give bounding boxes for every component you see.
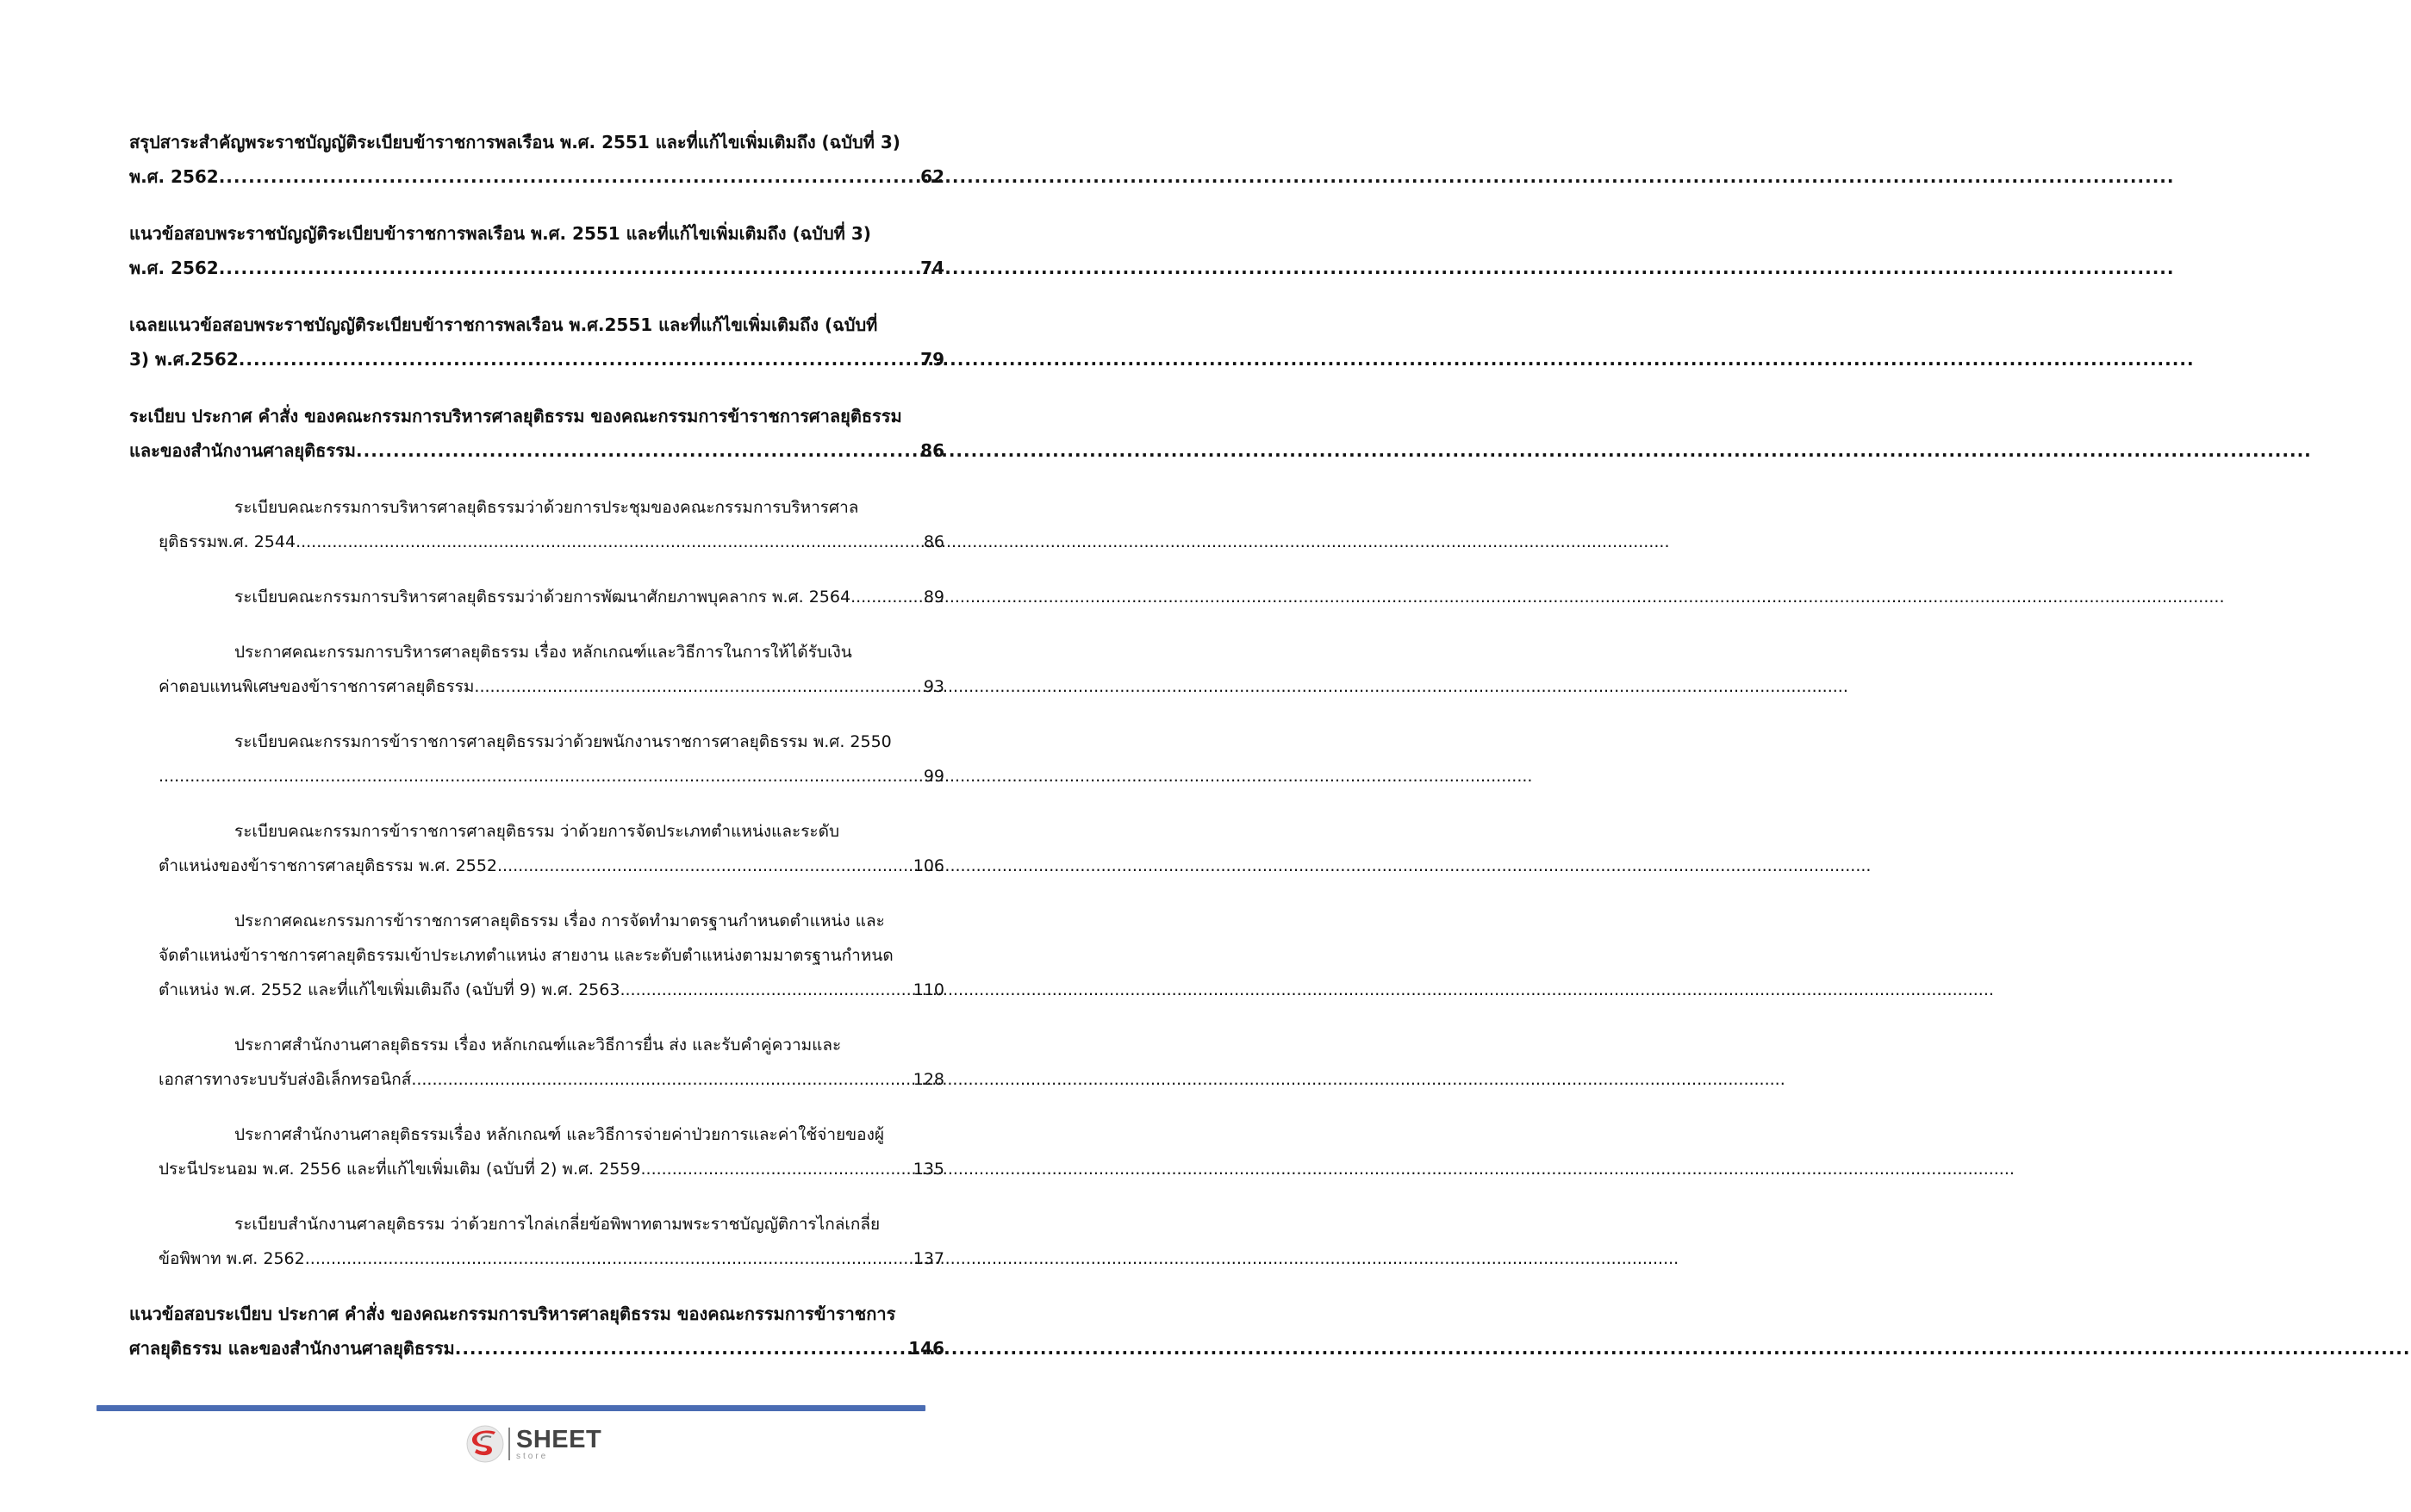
toc-page-number: 86 bbox=[923, 532, 944, 551]
toc-entry-leader-row bbox=[129, 849, 944, 883]
sheet-store-logo bbox=[465, 1423, 612, 1465]
toc-entry[interactable] bbox=[129, 399, 944, 468]
toc-entry-line: ระเบียบคณะกรรมการบริหารศาลยุติธรรมว่าด้วยการประชุมของคณะกรรมการบริหารศาล bbox=[234, 498, 859, 517]
toc-entry-leader-row bbox=[129, 973, 944, 1007]
toc-page-number: 146 bbox=[908, 1338, 944, 1359]
toc-entry-text: เอกสารทางระบบรับส่งอิเล็กทรอนิกส์ bbox=[159, 1070, 412, 1089]
toc-entry[interactable] bbox=[129, 1207, 944, 1276]
toc-entry-text: พ.ศ. 2562 bbox=[129, 166, 219, 187]
toc-entry-leader-row bbox=[129, 1062, 944, 1097]
toc-entry-leader-row bbox=[129, 525, 944, 559]
toc-page-number: 86 bbox=[920, 440, 944, 461]
dot-leader bbox=[219, 159, 919, 194]
dot-leader bbox=[219, 251, 919, 285]
toc-entry-leader-row bbox=[129, 580, 944, 614]
toc-entry[interactable] bbox=[129, 580, 944, 614]
toc-entry-leader-row bbox=[129, 433, 944, 468]
table-of-contents bbox=[129, 125, 944, 1388]
dot-leader bbox=[497, 849, 912, 883]
toc-page-number: 137 bbox=[913, 1249, 944, 1268]
dot-leader bbox=[356, 433, 919, 468]
toc-entry-leader-row bbox=[129, 342, 944, 376]
toc-entry-line: ระเบียบ ประกาศ คำสั่ง ของคณะกรรมการบริหารศาลยุติธรรม ของคณะกรรมการข้าราชการศาลยุติธรรม bbox=[129, 406, 902, 426]
toc-entry-text: 3) พ.ศ.2562 bbox=[129, 349, 239, 370]
toc-entry-leader-row bbox=[129, 1241, 944, 1276]
toc-entry-line: แนวข้อสอบระเบียบ ประกาศ คำสั่ง ของคณะกรรมการบริหารศาลยุติธรรม ของคณะกรรมการข้าราชการ bbox=[129, 1304, 896, 1324]
toc-entry-leader-row bbox=[129, 1152, 944, 1186]
toc-entry[interactable] bbox=[129, 635, 944, 704]
toc-entry-line: จัดตำแหน่งข้าราชการศาลยุติธรรมเข้าประเภทตำแหน่ง สายงาน และระดับตำแหน่งตามมาตรฐานกำหนด bbox=[159, 946, 894, 965]
logo-wordmark: SHEET bbox=[516, 1425, 602, 1453]
toc-entry-line: สรุปสาระสำคัญพระราชบัญญัติระเบียบข้าราชการพลเรือน พ.ศ. 2551 และที่แก้ไขเพิ่มเติมถึง (ฉบับที่ 3) bbox=[129, 132, 900, 152]
toc-page-number: 128 bbox=[913, 1070, 944, 1089]
toc-entry-line: ประกาศสำนักงานศาลยุติธรรม เรื่อง หลักเกณฑ์และวิธีการยื่น ส่ง และรับคำคู่ความและ bbox=[234, 1036, 842, 1055]
toc-entry-text: ตำแหน่งของข้าราชการศาลยุติธรรม พ.ศ. 2552 bbox=[159, 856, 497, 875]
toc-entry[interactable] bbox=[129, 490, 944, 559]
dot-leader bbox=[640, 1152, 911, 1186]
dot-leader bbox=[620, 973, 911, 1007]
toc-entry-line: เฉลยแนวข้อสอบพระราชบัญญัติระเบียบข้าราชการพลเรือน พ.ศ.2551 และที่แก้ไขเพิ่มเติมถึง (ฉบับที่ bbox=[129, 314, 878, 335]
toc-page-number: 79 bbox=[920, 349, 944, 370]
dot-leader bbox=[159, 759, 922, 793]
toc-entry-text: ข้อพิพาท พ.ศ. 2562 bbox=[159, 1249, 305, 1268]
toc-entry-line: แนวข้อสอบพระราชบัญญัติระเบียบข้าราชการพลเรือน พ.ศ. 2551 และที่แก้ไขเพิ่มเติมถึง (ฉบับที่ 3) bbox=[129, 223, 871, 244]
dot-leader bbox=[296, 525, 922, 559]
toc-entry-text: ประนีประนอม พ.ศ. 2556 และที่แก้ไขเพิ่มเติม (ฉบับที่ 2) พ.ศ. 2559 bbox=[159, 1160, 641, 1179]
toc-entry[interactable] bbox=[129, 125, 944, 194]
toc-page-number: 89 bbox=[923, 588, 944, 607]
dot-leader bbox=[305, 1241, 912, 1276]
toc-page-number: 135 bbox=[913, 1160, 944, 1179]
toc-page-number: 110 bbox=[913, 980, 944, 999]
toc-entry-leader-row bbox=[129, 669, 944, 704]
toc-entry-line: ระเบียบคณะกรรมการข้าราชการศาลยุติธรรมว่าด้วยพนักงานราชการศาลยุติธรรม พ.ศ. 2550 bbox=[234, 732, 892, 751]
toc-page-number: 106 bbox=[913, 856, 944, 875]
toc-entry-leader-row bbox=[129, 251, 944, 285]
toc-entry[interactable] bbox=[129, 725, 944, 793]
toc-entry[interactable] bbox=[129, 216, 944, 285]
toc-entry-text: ตำแหน่ง พ.ศ. 2552 และที่แก้ไขเพิ่มเติมถึง (ฉบับที่ 9) พ.ศ. 2563 bbox=[159, 980, 620, 999]
toc-entry-leader-row bbox=[129, 1331, 944, 1366]
toc-entry-text: ยุติธรรมพ.ศ. 2544 bbox=[159, 532, 296, 551]
footer-rule bbox=[97, 1405, 925, 1411]
toc-entry[interactable] bbox=[129, 904, 944, 1007]
dot-leader bbox=[474, 669, 921, 704]
toc-entry-line: ระเบียบสำนักงานศาลยุติธรรม ว่าด้วยการไกล่เกลี่ยข้อพิพาทตามพระราชบัญญัติการไกล่เกลี่ย bbox=[234, 1215, 881, 1234]
toc-entry-text: ศาลยุติธรรม และของสำนักงานศาลยุติธรรม bbox=[129, 1338, 455, 1359]
toc-entry-leader-row bbox=[129, 759, 944, 793]
dot-leader bbox=[850, 580, 922, 614]
toc-entry-line: ระเบียบคณะกรรมการข้าราชการศาลยุติธรรม ว่าด้วยการจัดประเภทตำแหน่งและระดับ bbox=[234, 822, 840, 841]
toc-page-number: 93 bbox=[923, 677, 944, 696]
toc-entry-text: ระเบียบคณะกรรมการบริหารศาลยุติธรรมว่าด้วยการพัฒนาศักยภาพบุคลากร พ.ศ. 2564 bbox=[234, 588, 851, 607]
toc-entry-line: ประกาศคณะกรรมการข้าราชการศาลยุติธรรม เรื่อง การจัดทำมาตรฐานกำหนดตำแหน่ง และ bbox=[234, 912, 885, 930]
toc-entry-text: และของสำนักงานศาลยุติธรรม bbox=[129, 440, 356, 461]
toc-entry[interactable] bbox=[129, 308, 944, 376]
toc-entry[interactable] bbox=[129, 1297, 944, 1366]
logo-separator bbox=[508, 1428, 510, 1460]
dot-leader bbox=[455, 1331, 907, 1366]
toc-page-number: 99 bbox=[923, 767, 944, 786]
toc-entry[interactable] bbox=[129, 1117, 944, 1186]
toc-entry-text: ค่าตอบแทนพิเศษของข้าราชการศาลยุติธรรม bbox=[159, 677, 475, 696]
toc-page-number: 62 bbox=[920, 166, 944, 187]
toc-entry-line: ประกาศสำนักงานศาลยุติธรรมเรื่อง หลักเกณฑ์ และวิธีการจ่ายค่าป่วยการและค่าใช้จ่ายของผู้ bbox=[234, 1125, 884, 1144]
toc-entry-leader-row bbox=[129, 159, 944, 194]
toc-entry-text: พ.ศ. 2562 bbox=[129, 258, 219, 278]
toc-entry-line: ประกาศคณะกรรมการบริหารศาลยุติธรรม เรื่อง หลักเกณฑ์และวิธีการในการให้ได้รับเงิน bbox=[234, 643, 852, 662]
toc-entry[interactable] bbox=[129, 1028, 944, 1097]
logo-subtext: store bbox=[516, 1451, 549, 1461]
toc-page-number: 74 bbox=[920, 258, 944, 278]
dot-leader bbox=[411, 1062, 911, 1097]
toc-entry[interactable] bbox=[129, 814, 944, 883]
sheet-store-logo-icon bbox=[465, 1424, 505, 1464]
dot-leader bbox=[239, 342, 919, 376]
